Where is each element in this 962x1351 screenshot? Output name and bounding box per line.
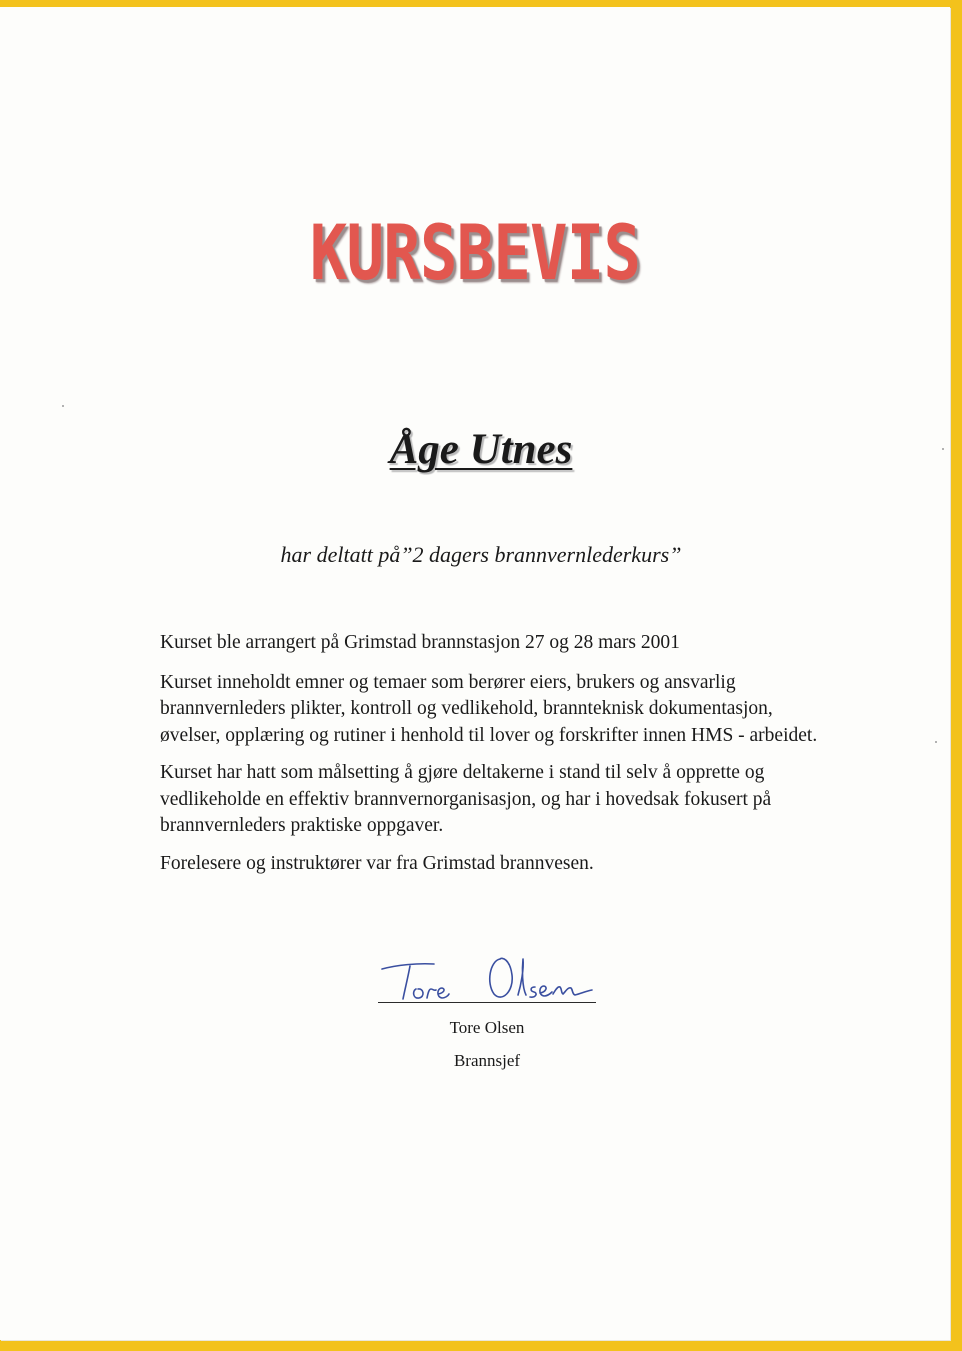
signer-name: Tore Olsen (449, 1018, 525, 1037)
signer-role: Brannsjef (453, 1051, 521, 1070)
handwritten-signature (372, 947, 598, 1007)
instructors-paragraph: Forelesere og instruktører var fra Grimstad brannvesen. (160, 852, 594, 874)
course-subtitle: har deltatt på”2 dagers brannvernlederkurs” (280, 542, 682, 567)
course-goal-paragraph: Kurset har hatt som målsetting å gjøre deltakerne i stand til selv å opprette og vedlikeholde en effektiv brannvernorganisasjon, og har i hovedsak fokusert på brannvernleders praktiske oppgaver. (160, 762, 772, 836)
certificate-body (160, 630, 820, 888)
course-content-paragraph: Kurset inneholdt emner og temaer som berører eiers, brukers og ansvarlig brannvernleders plikter, kontroll og vedlikehold, brannteknisk dokumentasjon, øvelser, opplæring og rutiner i henhold til lover og forskrifter innen HMS - arbeidet. (160, 671, 818, 746)
certificate-title: KURSBEVIS (309, 208, 641, 297)
course-location-paragraph: Kurset ble arrangert på Grimstad brannstasjon 27 og 28 mars 2001 (160, 632, 680, 653)
paper-speck (62, 405, 64, 407)
paper-speck (935, 741, 937, 743)
certificate-page (0, 7, 950, 1340)
signature-line (378, 1002, 596, 1003)
recipient-name: Åge Utnes (389, 426, 573, 473)
paper-speck (942, 448, 944, 450)
